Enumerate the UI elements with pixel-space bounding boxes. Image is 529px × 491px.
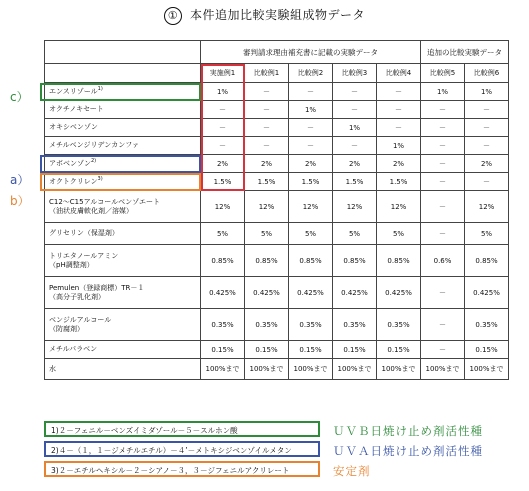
footnote-3: 3)２－エチルヘキシル－２－シアノ－３，３－ジフェニルアクリレート xyxy=(44,461,320,477)
ingredient-name xyxy=(45,245,201,277)
column-header: 比較例1 xyxy=(245,64,289,83)
cell-value: － xyxy=(421,155,465,173)
cell-value: 12% xyxy=(333,191,377,223)
cell-value: － xyxy=(377,101,421,119)
cell-value: 0.35% xyxy=(289,309,333,341)
column-header: 比較例5 xyxy=(421,64,465,83)
cell-value: － xyxy=(421,101,465,119)
cell-value: 0.15% xyxy=(289,341,333,359)
header-group-additional: 追加の比較実験データ xyxy=(421,41,509,64)
cell-value: 2% xyxy=(245,155,289,173)
cell-value: 0.85% xyxy=(333,245,377,277)
cell-value: － xyxy=(465,119,509,137)
cell-value: 1.5% xyxy=(333,173,377,191)
table-row xyxy=(45,277,509,309)
ingredient-name xyxy=(45,277,201,309)
cell-value: 0.6% xyxy=(421,245,465,277)
footnote-ref: 3) xyxy=(97,176,103,183)
cell-value: － xyxy=(333,101,377,119)
cell-value: 0.425% xyxy=(465,277,509,309)
page-title xyxy=(0,6,529,25)
ingredient-label: オキシベンゾン xyxy=(49,123,98,132)
cell-value: － xyxy=(201,119,245,137)
cell-value: 5% xyxy=(333,223,377,245)
cell-value: 0.425% xyxy=(333,277,377,309)
ingredient-name xyxy=(45,83,201,101)
footnote-2: 2)４－（１，１－ジメチルエチル）－４’－メトキシジベンゾイルメタン xyxy=(44,441,320,457)
cell-value: 0.425% xyxy=(377,277,421,309)
column-header: 比較例4 xyxy=(377,64,421,83)
cell-value: 100%まで xyxy=(201,359,245,380)
cell-value: 0.15% xyxy=(201,341,245,359)
ingredient-name xyxy=(45,191,201,223)
column-header: 比較例6 xyxy=(465,64,509,83)
title-text: 本件追加比較実験組成物データ xyxy=(189,8,365,22)
column-header: 実施例1 xyxy=(201,64,245,83)
cell-value: － xyxy=(289,137,333,155)
ingredient-label: Pemulen（登録商標）TR－１ （高分子乳化剤） xyxy=(49,283,145,301)
table-row xyxy=(45,223,509,245)
table-row xyxy=(45,155,509,173)
cell-value: 100%まで xyxy=(333,359,377,380)
cell-value: 2% xyxy=(377,155,421,173)
cell-value: － xyxy=(421,341,465,359)
ingredient-label: メチルパラベン xyxy=(49,345,98,354)
cell-value: 2% xyxy=(289,155,333,173)
cell-value: 0.425% xyxy=(201,277,245,309)
cell-value: 5% xyxy=(465,223,509,245)
ingredient-name xyxy=(45,341,201,359)
cell-value: － xyxy=(201,101,245,119)
ingredient-label: オクチノキセート xyxy=(49,105,104,114)
cell-value: 5% xyxy=(289,223,333,245)
table-row xyxy=(45,245,509,277)
table-row xyxy=(45,137,509,155)
cell-value: － xyxy=(245,137,289,155)
cell-value: 2% xyxy=(333,155,377,173)
footnote-1-note: ＵＶＢ日焼け止め剤活性種 xyxy=(333,424,483,438)
ingredient-label: エンスリゾール xyxy=(49,87,98,96)
cell-value: 12% xyxy=(201,191,245,223)
header-row-columns xyxy=(45,64,509,83)
cell-value: 0.85% xyxy=(465,245,509,277)
table-row xyxy=(45,341,509,359)
table-row xyxy=(45,359,509,380)
cell-value: － xyxy=(465,101,509,119)
table-row xyxy=(45,309,509,341)
cell-value: － xyxy=(421,223,465,245)
ingredient-name xyxy=(45,137,201,155)
ingredient-name xyxy=(45,101,201,119)
cell-value: 0.15% xyxy=(333,341,377,359)
cell-value: － xyxy=(245,119,289,137)
cell-value: － xyxy=(421,309,465,341)
cell-value: 0.35% xyxy=(201,309,245,341)
ingredient-label: 水 xyxy=(49,364,56,373)
table-row xyxy=(45,119,509,137)
cell-value: 100%まで xyxy=(245,359,289,380)
cell-value: 100%まで xyxy=(289,359,333,380)
cell-value: － xyxy=(289,119,333,137)
cell-value: 100%まで xyxy=(421,359,465,380)
cell-value: 5% xyxy=(201,223,245,245)
cell-value: 0.15% xyxy=(245,341,289,359)
cell-value: － xyxy=(201,137,245,155)
marker-b: b） xyxy=(10,194,30,208)
ingredient-label: トリエタノールアミン （pH調整剤） xyxy=(49,251,119,269)
cell-value: 0.425% xyxy=(245,277,289,309)
cell-value: 1.5% xyxy=(377,173,421,191)
table-body xyxy=(45,83,509,380)
ingredient-label: アボベンゾン xyxy=(49,159,91,168)
ingredient-name xyxy=(45,223,201,245)
cell-value: 12% xyxy=(289,191,333,223)
cell-value: － xyxy=(421,191,465,223)
cell-value: 0.35% xyxy=(465,309,509,341)
cell-value: 2% xyxy=(201,155,245,173)
table-row xyxy=(45,191,509,223)
cell-value: 1% xyxy=(377,137,421,155)
cell-value: － xyxy=(377,119,421,137)
table-row xyxy=(45,83,509,101)
cell-value: 1% xyxy=(333,119,377,137)
cell-value: 1% xyxy=(421,83,465,101)
cell-value: 5% xyxy=(245,223,289,245)
ingredient-label: オクトクリレン xyxy=(49,177,98,186)
cell-value: 12% xyxy=(245,191,289,223)
cell-value: 1.5% xyxy=(201,173,245,191)
header-row-groups xyxy=(45,41,509,64)
cell-value: － xyxy=(421,137,465,155)
header-corner xyxy=(45,41,201,64)
cell-value: － xyxy=(245,101,289,119)
cell-value: 0.85% xyxy=(377,245,421,277)
cell-value: － xyxy=(465,173,509,191)
cell-value: 1.5% xyxy=(289,173,333,191)
cell-value: － xyxy=(245,83,289,101)
ingredient-name xyxy=(45,119,201,137)
column-header: 比較例3 xyxy=(333,64,377,83)
title-number: ① xyxy=(164,7,182,25)
column-header: 比較例2 xyxy=(289,64,333,83)
marker-a: a） xyxy=(10,173,30,187)
composition-table xyxy=(44,40,509,380)
cell-value: 0.425% xyxy=(289,277,333,309)
ingredient-name xyxy=(45,309,201,341)
table-row xyxy=(45,101,509,119)
ingredient-name xyxy=(45,155,201,173)
cell-value: 1% xyxy=(201,83,245,101)
footnote-ref: 1) xyxy=(97,86,103,93)
table-row xyxy=(45,173,509,191)
cell-value: 0.85% xyxy=(289,245,333,277)
cell-value: 0.15% xyxy=(377,341,421,359)
cell-value: － xyxy=(377,83,421,101)
cell-value: － xyxy=(421,277,465,309)
ingredient-label: ベンジルアルコール （防腐剤） xyxy=(49,315,112,333)
cell-value: 0.35% xyxy=(333,309,377,341)
footnote-3-note: 安定剤 xyxy=(333,464,371,478)
cell-value: 2% xyxy=(465,155,509,173)
cell-value: 0.35% xyxy=(377,309,421,341)
cell-value: 12% xyxy=(377,191,421,223)
header-group-original: 審判請求理由補充書に記載の実験データ xyxy=(201,41,421,64)
footnote-2-note: ＵＶＡ日焼け止め剤活性種 xyxy=(333,444,483,458)
cell-value: 0.85% xyxy=(245,245,289,277)
cell-value: － xyxy=(465,137,509,155)
marker-c: c） xyxy=(10,90,29,104)
footnote-ref: 2) xyxy=(91,158,97,165)
ingredient-name xyxy=(45,359,201,380)
cell-value: － xyxy=(333,137,377,155)
cell-value: － xyxy=(421,119,465,137)
cell-value: 100%まで xyxy=(377,359,421,380)
cell-value: 1% xyxy=(465,83,509,101)
cell-value: － xyxy=(333,83,377,101)
cell-value: 0.35% xyxy=(245,309,289,341)
ingredient-label: メチルベンジリデンカンファ xyxy=(49,141,140,150)
header-corner-2 xyxy=(45,64,201,83)
footnote-1: 1)２－フェニル－ベンズイミダゾール－５－スルホン酸 xyxy=(44,421,320,437)
cell-value: 12% xyxy=(465,191,509,223)
ingredient-label: グリセリン（保湿剤） xyxy=(49,229,119,238)
cell-value: 1% xyxy=(289,101,333,119)
ingredient-name xyxy=(45,173,201,191)
cell-value: 0.85% xyxy=(201,245,245,277)
cell-value: 1.5% xyxy=(245,173,289,191)
cell-value: 100%まで xyxy=(465,359,509,380)
cell-value: 5% xyxy=(377,223,421,245)
cell-value: － xyxy=(289,83,333,101)
cell-value: 0.15% xyxy=(465,341,509,359)
ingredient-label: C12～C15アルコールベンゾエート （油状皮膚軟化剤／溶媒） xyxy=(49,197,161,215)
cell-value: － xyxy=(421,173,465,191)
